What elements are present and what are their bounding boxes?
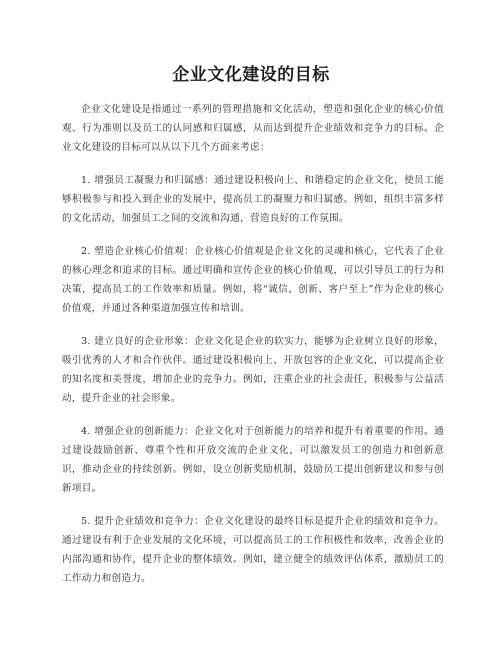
point-paragraph-5: 5. 提升企业绩效和竞争力：企业文化建设的最终目标是提升企业的绩效和竞争力。通过建设有利于企业发展的文化环境，可以提高员工的工作积极性和效率，改善企业的内部沟通和协作，提升企业的整体绩效。例如，建立健全的绩效评估体系，激励员工的工作动力和创造力。 bbox=[62, 516, 444, 584]
point-paragraph-1: 1. 增强员工凝聚力和归属感：通过建设积极向上、和谐稳定的企业文化，使员工能够积极参与和投入到企业的发展中，提高员工的凝聚力和归属感。例如，组织丰富多样的文化活动，加强员工之间的交流和沟通，营造良好的工作氛围。 bbox=[62, 175, 444, 224]
point-paragraph-2: 2. 塑造企业核心价值观：企业核心价值观是企业文化的灵魂和核心，它代表了企业的核心理念和追求的目标。通过明确和宣传企业的核心价值观，可以引导员工的行为和决策，提高员工的工作效率和质量。例如，将“诚信、创新、客户至上”作为企业的核心价值观，并通过各种渠道加强宣传和培训。 bbox=[62, 246, 444, 314]
point-paragraph-4: 4. 增强企业的创新能力：企业文化对于创新能力的培养和提升有着重要的作用。通过建设鼓励创新、尊重个性和开放交流的企业文化，可以激发员工的创造力和创新意识，推动企业的持续创新。例如，设立创新奖励机制，鼓励员工提出创新建议和参与创新项目。 bbox=[62, 426, 444, 494]
document-body bbox=[62, 100, 444, 602]
point-paragraph-3: 3. 建立良好的企业形象：企业文化是企业的软实力，能够为企业树立良好的形象，吸引优秀的人才和合作伙伴。通过建设积极向上、开放包容的企业文化，可以提高企业的知名度和美誉度，增加企业的竞争力。例如，注重企业的社会责任，积极参与公益活动，提升企业的社会形象。 bbox=[62, 336, 444, 404]
page-title: 企业文化建设的目标 bbox=[172, 65, 330, 85]
intro-paragraph: 企业文化建设是指通过一系列的管理措施和文化活动，塑造和强化企业的核心价值观、行为准则以及员工的认同感和归属感，从而达到提升企业绩效和竞争力的目标。企业文化建设的目标可以从以下几个方面来考虑： bbox=[62, 104, 444, 153]
